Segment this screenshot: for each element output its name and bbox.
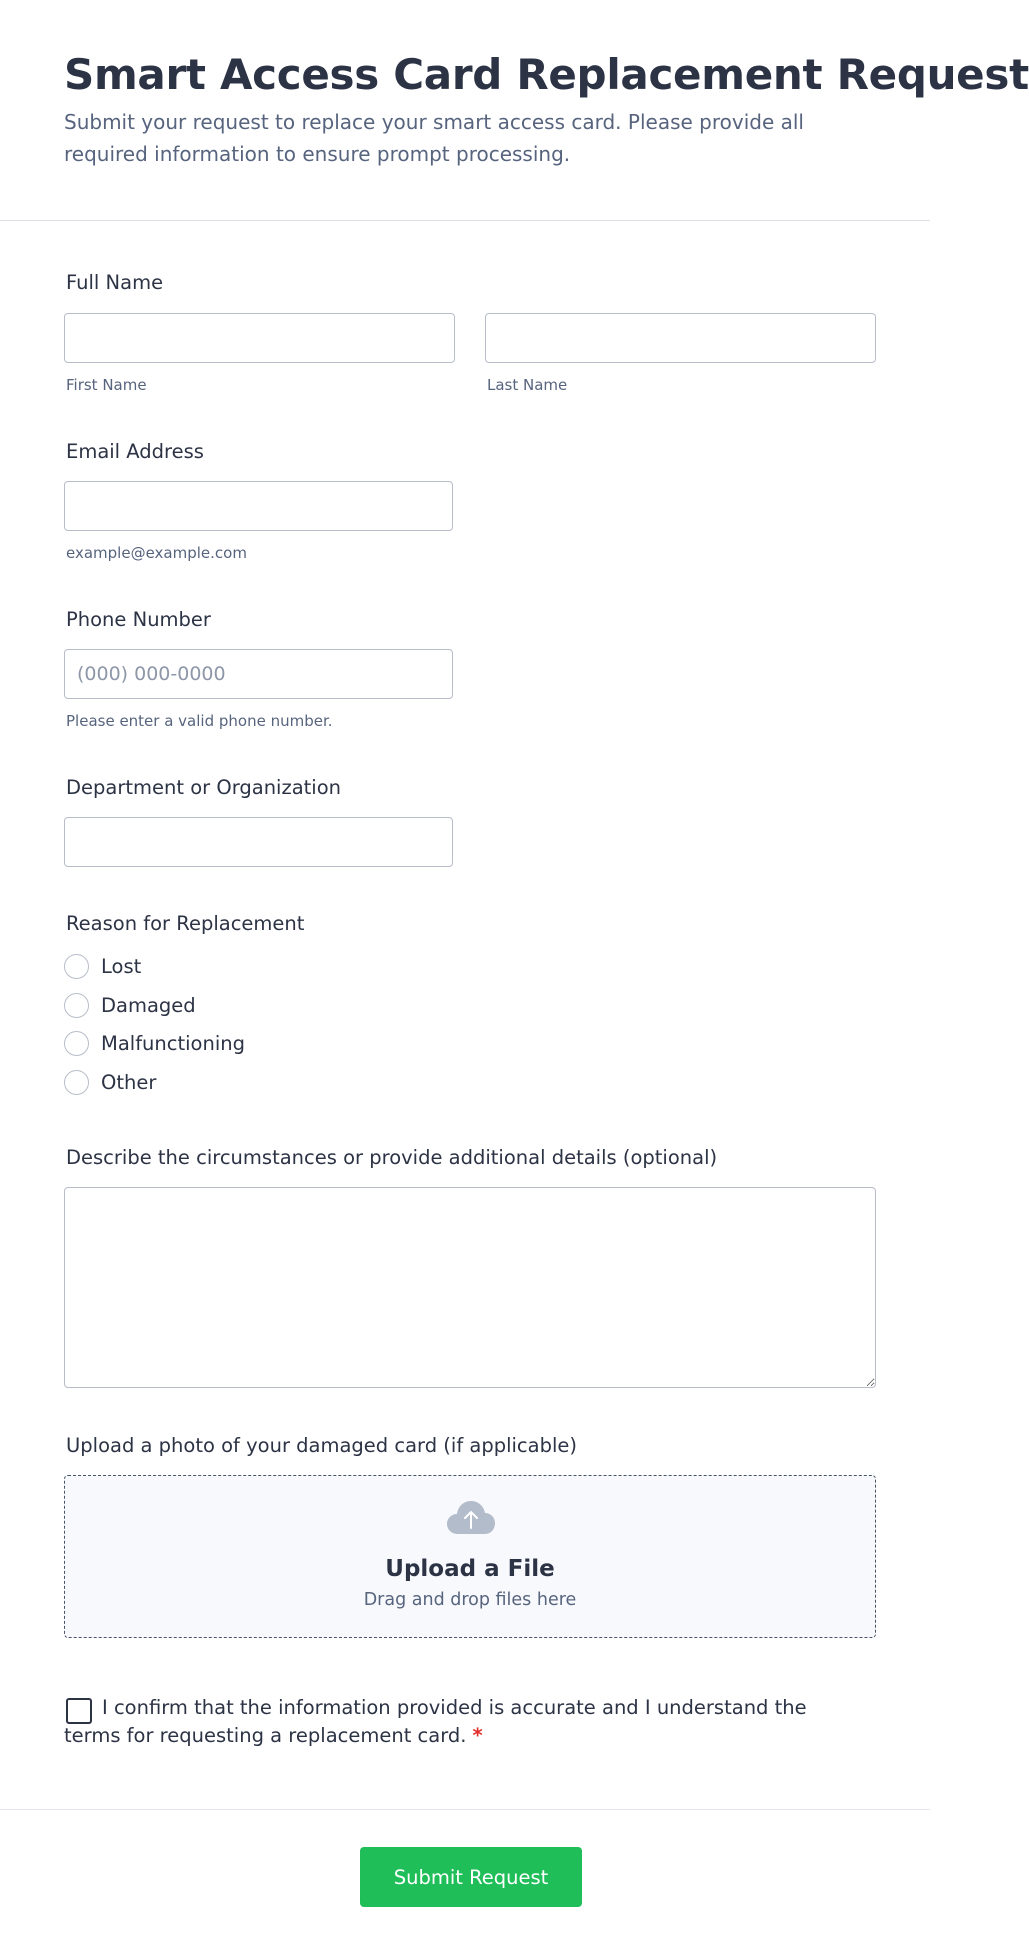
required-indicator: * — [472, 1724, 483, 1747]
department-input[interactable] — [64, 817, 453, 867]
radio-button[interactable] — [64, 954, 89, 979]
consent-label — [64, 1694, 824, 1750]
upload-title: Upload a File — [385, 1556, 555, 1582]
email-label: Email Address — [66, 440, 204, 463]
phone-sublabel: Please enter a valid phone number. — [66, 712, 333, 730]
phone-label: Phone Number — [66, 608, 211, 631]
first-name-input[interactable] — [64, 313, 455, 363]
details-label: Describe the circumstances or provide additional details (optional) — [66, 1146, 718, 1169]
footer-divider — [0, 1809, 930, 1810]
radio-option-damaged[interactable] — [64, 992, 196, 1018]
file-upload-dropzone[interactable] — [64, 1475, 876, 1638]
radio-button[interactable] — [64, 1031, 89, 1056]
last-name-input[interactable] — [485, 313, 876, 363]
submit-button[interactable]: Submit Request — [360, 1847, 582, 1907]
radio-label: Damaged — [101, 993, 196, 1017]
page-subtitle: Submit your request to replace your smart access card. Please provide all required information to ensure prompt processing. — [64, 110, 804, 166]
page-title: Smart Access Card Replacement Request — [64, 50, 1029, 99]
radio-option-malfunctioning[interactable] — [64, 1030, 245, 1056]
upload-label: Upload a photo of your damaged card (if applicable) — [66, 1434, 577, 1457]
consent-text: I confirm that the information provided is accurate and I understand the terms for requesting a replacement card. — [64, 1696, 807, 1747]
radio-option-other[interactable] — [64, 1069, 156, 1095]
radio-button[interactable] — [64, 993, 89, 1018]
first-name-sublabel: First Name — [66, 376, 147, 394]
form-header — [0, 0, 1029, 221]
phone-input[interactable] — [64, 649, 453, 699]
radio-label: Malfunctioning — [101, 1031, 246, 1055]
radio-label: Other — [101, 1070, 157, 1094]
upload-subtitle: Drag and drop files here — [363, 1590, 577, 1610]
reason-label: Reason for Replacement — [66, 912, 305, 935]
radio-option-lost[interactable] — [64, 953, 141, 979]
cloud-upload-icon — [446, 1500, 496, 1536]
email-input[interactable] — [64, 481, 453, 531]
details-textarea[interactable] — [64, 1187, 876, 1388]
full-name-label: Full Name — [66, 271, 164, 294]
last-name-sublabel: Last Name — [487, 376, 568, 394]
radio-label: Lost — [101, 954, 142, 978]
radio-button[interactable] — [64, 1070, 89, 1095]
department-label: Department or Organization — [66, 776, 342, 799]
email-sublabel: example@example.com — [66, 544, 247, 562]
